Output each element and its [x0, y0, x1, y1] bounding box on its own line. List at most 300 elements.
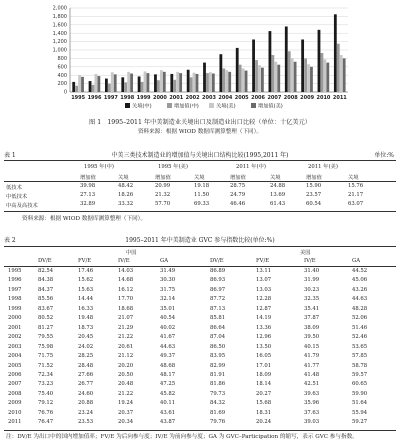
table2-cell: 71.75	[38, 353, 54, 360]
table2-cell: 20.50	[118, 371, 134, 378]
table1-subheader: 增加值	[306, 175, 322, 181]
table2-cell: 41.48	[304, 371, 320, 378]
table2-year: 2008	[8, 390, 22, 397]
table2-cell: 84.38	[38, 277, 54, 284]
bar	[206, 73, 209, 92]
table2-header: DV/E	[38, 258, 52, 264]
x-tick-label: 1999	[136, 95, 151, 101]
table2-cell: 37.87	[304, 315, 320, 322]
table2-cell: 49.37	[160, 353, 176, 360]
table2-cell: 20.37	[118, 409, 134, 416]
table1-cell: 23.57	[306, 192, 322, 198]
bar	[337, 44, 340, 92]
bar	[343, 58, 346, 92]
table1-unit: 单位:%	[374, 152, 394, 159]
table2-cell: 44.52	[352, 268, 368, 274]
table2-cell: 26.77	[78, 381, 94, 388]
table2-cell: 43.87	[160, 419, 176, 426]
x-tick-label: 2010	[316, 95, 331, 101]
table2-year: 2006	[8, 371, 22, 378]
table2-cell: 45.82	[160, 390, 176, 397]
table2-cell: 40.15	[304, 343, 320, 350]
table2-year: 2004	[8, 353, 22, 360]
table2-cell: 71.52	[38, 362, 54, 369]
bar	[242, 68, 245, 92]
bar	[75, 86, 78, 92]
y-tick-label: 400	[57, 72, 67, 79]
figure-caption: 图 1 1995–2011 年中美制造业关境出口及制造业出口比较（单位：十亿美元）	[89, 119, 311, 126]
table2-cell: 82.54	[38, 268, 54, 274]
legend-label: 增加值(中)	[174, 103, 199, 110]
bar	[95, 74, 98, 92]
bar	[271, 55, 274, 92]
table2-header: GA	[160, 258, 169, 264]
table2-cell: 31.75	[160, 286, 176, 293]
bar	[111, 72, 114, 92]
table1-group-header: 2011 年(美)	[308, 164, 338, 170]
table2-cell: 73.23	[38, 381, 54, 388]
table2-cell: 86.64	[210, 324, 226, 331]
x-tick-label: 1998	[120, 95, 135, 101]
table1-cell: 11.50	[194, 192, 210, 198]
x-tick-label: 2011	[332, 95, 347, 101]
table2-cell: 15.62	[78, 277, 94, 284]
bar	[294, 62, 297, 92]
table2-year: 2010	[8, 409, 22, 416]
table1-cell: 33.32	[118, 201, 134, 207]
bar	[222, 68, 225, 92]
table1-cell: 48.42	[118, 183, 134, 189]
table2-cell: 51.46	[352, 324, 368, 331]
table2-cell: 21.12	[118, 353, 134, 360]
bar	[176, 72, 179, 92]
table2-cell: 35.41	[304, 305, 320, 312]
table1-cell: 19.18	[194, 183, 210, 189]
y-tick-label: 1,200	[52, 39, 67, 46]
legend-label: 关境(中)	[132, 103, 152, 110]
table2-year: 2011	[8, 419, 22, 426]
table1-subheader: 增加值	[80, 175, 96, 181]
bar	[239, 65, 242, 92]
y-tick-label: 600	[57, 64, 67, 71]
table2-cell: 79.76	[210, 419, 226, 426]
table2-cell: 59.57	[352, 371, 368, 378]
table2-cell: 76.76	[38, 409, 54, 416]
table2-cell: 41.67	[160, 334, 176, 341]
bar	[340, 55, 343, 92]
table2-cell: 13.36	[256, 324, 272, 331]
table2-year: 2007	[8, 381, 22, 388]
table1-cell: 21.32	[155, 192, 171, 198]
bar	[255, 60, 258, 92]
table1-cell: 39.98	[80, 183, 96, 189]
table1-group-header: 2011 年(中)	[236, 164, 266, 170]
y-tick-label: 1,400	[52, 30, 67, 37]
x-tick-label: 1997	[103, 95, 118, 101]
table2-cell: 13.03	[256, 286, 272, 293]
table1-cell: 46.46	[230, 201, 246, 207]
table2-cell: 27.66	[78, 371, 94, 378]
bar	[228, 72, 231, 92]
table2-cell: 51.64	[352, 400, 368, 407]
table2-cell: 81.27	[38, 324, 54, 331]
table1-top-rule	[4, 160, 396, 161]
table2-cell: 12.87	[256, 305, 272, 312]
bar	[114, 74, 117, 92]
table1-cell: 18.26	[118, 192, 134, 198]
table2-year: 1996	[8, 277, 22, 284]
table2-group-us: 美国	[300, 250, 311, 256]
table2-cell: 14.03	[118, 268, 134, 274]
table2-cell: 15.68	[256, 400, 272, 407]
table2-cell: 87.13	[210, 305, 226, 312]
table1-subheader: 增加值	[155, 175, 171, 181]
table1-cell: 24.88	[270, 183, 286, 189]
table2-cell: 48.17	[160, 371, 176, 378]
table2-cell: 23.24	[78, 409, 94, 416]
table2-cell: 85.56	[38, 296, 54, 303]
table2-cell: 81.91	[210, 371, 226, 378]
table1-cell: 27.13	[80, 192, 96, 198]
table2-cell: 18.14	[256, 381, 272, 388]
table2-cell: 20.24	[256, 419, 272, 426]
table2-year: 1999	[8, 305, 22, 312]
table1-cell: 63.07	[348, 201, 364, 207]
bar	[193, 73, 196, 92]
x-tick-label: 2008	[283, 95, 298, 101]
table2-cell: 20.45	[78, 334, 94, 341]
y-tick-label: 1,000	[52, 47, 67, 54]
table2-header: FV/E	[256, 258, 270, 264]
table2-group-china: 中国	[126, 250, 137, 256]
table2-title: 1995–2011 年中美制造业 GVC 参与指数比较(单位:%)	[125, 237, 275, 244]
table1-subheader: 关境	[348, 175, 359, 181]
table2-cell: 79.12	[38, 400, 54, 407]
table2-cell: 20.34	[118, 419, 134, 426]
bar	[154, 74, 157, 92]
table2-cell: 31.99	[304, 277, 320, 284]
table2-cell: 28.48	[78, 362, 94, 369]
legend-swatch	[209, 103, 214, 108]
table2-cell: 45.06	[352, 277, 368, 284]
bar	[72, 82, 75, 92]
table2-cell: 39.50	[304, 334, 320, 341]
legend-label: 关境(美)	[216, 103, 236, 110]
table1-subheader: 关境	[270, 175, 281, 181]
bar	[124, 82, 127, 92]
table2-header-rule	[4, 266, 396, 267]
table2-year: 2001	[8, 324, 22, 331]
x-tick-label: 1996	[87, 95, 102, 101]
table1-cell: 21.17	[348, 192, 364, 198]
table2-year: 2005	[8, 362, 22, 369]
bar	[78, 75, 81, 92]
table1-title: 中美三类技术制造业的增加值与关境出口结构比较(1995,2011 年)	[111, 152, 289, 159]
table2-cell: 31.49	[160, 268, 176, 274]
table2-cell: 20.61	[118, 343, 134, 350]
table2-cell: 16.05	[256, 353, 272, 360]
table1-row-label: 低技术	[6, 185, 22, 191]
legend-label: 增加值(美)	[258, 103, 283, 110]
table2-cell: 79.73	[210, 390, 226, 397]
table2-cell: 13.50	[256, 343, 272, 350]
table2-cell: 84.37	[38, 286, 54, 293]
bar	[291, 58, 294, 92]
table2-cell: 83.67	[38, 305, 54, 312]
table2-cell: 57.85	[352, 353, 368, 360]
table1-group-header: 1995 年(美)	[158, 164, 188, 170]
bar	[144, 71, 147, 92]
table1-row-label: 中低技术	[6, 194, 28, 200]
bar	[307, 64, 310, 92]
table2-cell: 72.34	[38, 371, 54, 378]
table2-cell: 14.19	[256, 315, 272, 322]
table1-subheader: 关境	[118, 175, 129, 181]
table2-cell: 13.07	[256, 277, 272, 284]
table2-label: 表 2	[4, 237, 16, 244]
table2-cell: 32.35	[304, 296, 320, 303]
table1-subheader: 增加值	[230, 175, 246, 181]
table2-cell: 20.88	[78, 400, 94, 407]
bar	[261, 68, 264, 92]
table2-cell: 44.63	[160, 343, 176, 350]
export-comparison-chart	[0, 0, 400, 120]
table2-cell: 39.63	[304, 390, 320, 397]
bar	[285, 26, 288, 92]
table2-year: 2009	[8, 400, 22, 407]
table2-cell: 59.27	[352, 419, 368, 426]
bar	[187, 70, 190, 92]
bar	[288, 51, 291, 92]
table1-cell: 15.90	[306, 183, 322, 189]
table2-header: IV/E	[304, 258, 316, 264]
table2-header: IV/E	[118, 258, 130, 264]
table2-cell: 17.46	[78, 268, 94, 274]
table1-cell: 60.54	[306, 201, 322, 207]
bar	[196, 74, 199, 92]
table1-cell: 24.79	[230, 192, 246, 198]
x-tick-label: 2005	[234, 95, 249, 101]
table2-cell: 28.25	[78, 353, 94, 360]
table2-cell: 81.69	[210, 409, 226, 416]
bar	[219, 54, 222, 92]
table2-cell: 41.77	[304, 362, 320, 369]
table2-cell: 82.99	[210, 362, 226, 369]
bar	[190, 77, 193, 92]
bar	[277, 65, 280, 92]
bar	[326, 63, 329, 92]
x-tick-label: 2006	[251, 95, 266, 101]
y-tick-label: 800	[57, 56, 67, 62]
table2-cell: 48.28	[352, 305, 368, 312]
bar	[203, 63, 206, 92]
bar	[310, 67, 313, 92]
table2-cell: 31.40	[304, 268, 320, 274]
table2-cell: 21.22	[118, 390, 134, 397]
bar	[89, 81, 92, 92]
table2-cell: 40.11	[160, 400, 176, 407]
table2-cell: 44.63	[352, 296, 368, 303]
bar	[301, 40, 304, 93]
y-tick-label: 0	[63, 89, 67, 96]
bar	[258, 65, 261, 92]
x-tick-label: 2001	[169, 95, 184, 101]
table2-cell: 38.09	[304, 324, 320, 331]
table2-cell: 52.46	[352, 334, 368, 341]
table2-cell: 37.63	[304, 409, 320, 416]
table2-cell: 59.90	[352, 390, 368, 397]
x-tick-label: 2007	[267, 95, 282, 101]
table2-cell: 19.24	[118, 400, 134, 407]
table1-row-label: 中高及高技术	[6, 203, 38, 209]
table2-cell: 14.44	[78, 296, 94, 303]
bar	[130, 74, 133, 92]
y-tick-label: 1,600	[52, 22, 67, 29]
table2-cell: 12.96	[256, 334, 272, 341]
table2-year: 1998	[8, 296, 22, 303]
bar	[225, 70, 228, 92]
table2-cell: 13.11	[256, 268, 272, 274]
figure-source: 资料来源：根据 WIOD 数据库测算整理（下同）。	[137, 129, 263, 135]
table2-cell: 20.48	[118, 381, 134, 388]
bar	[252, 40, 255, 93]
y-tick-label: 200	[57, 81, 67, 88]
table2-cell: 30.23	[304, 286, 320, 293]
table2-cell: 24.60	[78, 390, 94, 397]
y-tick-label: 2,000	[52, 5, 67, 12]
table2-cell: 58.78	[352, 362, 368, 369]
legend-swatch	[251, 103, 256, 108]
table2-cell: 42.51	[304, 381, 320, 388]
table2-cell: 21.29	[118, 324, 134, 331]
table2-cell: 52.06	[352, 315, 368, 322]
table2-cell: 16.12	[118, 286, 134, 293]
bar	[274, 62, 277, 92]
table2-cell: 41.79	[304, 353, 320, 360]
table2-cell: 32.14	[160, 296, 176, 303]
table2-cell: 48.68	[160, 362, 176, 369]
table1-cell: 32.89	[80, 201, 96, 207]
table2-top-rule	[4, 246, 396, 247]
bar	[334, 14, 337, 92]
bar	[212, 74, 215, 92]
table2-cell: 15.63	[78, 286, 94, 293]
table1-label: 表 1	[4, 152, 16, 159]
bar	[127, 72, 130, 92]
table2-cell: 47.25	[160, 381, 176, 388]
table2-header: DV/E	[210, 258, 224, 264]
table2-cell: 86.93	[210, 277, 226, 284]
table2-cell: 35.01	[160, 305, 176, 312]
table2-header: GA	[352, 258, 361, 264]
bar	[170, 74, 173, 92]
bar	[138, 76, 141, 92]
bar	[92, 85, 95, 92]
bar	[97, 76, 100, 92]
table2-cell: 30.30	[160, 277, 176, 284]
bar	[105, 79, 108, 92]
x-tick-label: 2002	[185, 95, 200, 101]
table2-cell: 12.28	[256, 296, 272, 303]
bar	[179, 73, 182, 92]
table2-cell: 14.68	[118, 277, 134, 284]
legend-swatch	[167, 103, 172, 108]
table2-cell: 17.01	[256, 362, 272, 369]
table2-year: 1995	[8, 268, 22, 274]
table2-cell: 75.98	[38, 343, 54, 350]
table2-cell: 40.54	[160, 315, 176, 322]
table2-cell: 43.26	[352, 286, 368, 293]
table2-cell: 87.04	[210, 334, 226, 341]
bar	[236, 48, 239, 92]
table2-cell: 23.53	[78, 419, 94, 426]
table2-year: 2002	[8, 334, 22, 341]
table2-cell: 18.73	[78, 324, 94, 331]
bar	[209, 72, 212, 92]
bar	[108, 84, 111, 92]
table2-cell: 18.09	[256, 371, 272, 378]
table2-cell: 19.48	[78, 315, 94, 322]
table2-cell: 40.02	[160, 324, 176, 331]
table2-cell: 21.07	[118, 315, 134, 322]
table2-cell: 21.22	[118, 334, 134, 341]
bar	[304, 58, 307, 92]
table2-note: 注：DV/E 为出口中的国内增加值率；FV/E 为后向参与度；IV/E 为前向参与度；GA 为 GVC–Participation 的缩写，表示 GVC 参与指数。	[6, 434, 358, 440]
table1-cell: 15.76	[348, 183, 364, 189]
table2-cell: 86.50	[210, 343, 226, 350]
table1-cell: 69.33	[194, 201, 210, 207]
table2-cell: 83.95	[210, 353, 226, 360]
table2-cell: 16.33	[78, 305, 94, 312]
bar	[323, 59, 326, 92]
bar	[245, 71, 248, 92]
table1-group-header: 1995 年(中)	[84, 164, 114, 170]
table1-cell: 13.69	[270, 192, 286, 198]
table1-bottom-rule	[4, 211, 396, 212]
table2-cell: 55.94	[352, 409, 368, 416]
table2-cell: 39.03	[304, 419, 320, 426]
bar	[160, 70, 163, 92]
legend-swatch	[125, 103, 130, 108]
table2-cell: 76.47	[38, 419, 54, 426]
table2-cell: 84.32	[210, 400, 226, 407]
table2-cell: 60.65	[352, 381, 368, 388]
table1-mid-rule	[4, 181, 396, 182]
bar	[121, 77, 124, 92]
bar	[81, 77, 84, 92]
bar	[173, 80, 176, 92]
table2-cell: 20.27	[256, 390, 272, 397]
x-tick-label: 2004	[218, 95, 233, 101]
x-tick-label: 2003	[202, 95, 216, 101]
table1-cell: 61.43	[270, 201, 286, 207]
table2-cell: 35.96	[304, 400, 320, 407]
bar	[269, 31, 272, 92]
table2-cell: 85.81	[210, 315, 226, 322]
bar	[321, 53, 324, 92]
table2-header: FV/E	[78, 258, 92, 264]
table2-year: 2003	[8, 343, 22, 350]
table2-year: 1997	[8, 286, 22, 293]
table1-subheader: 关境	[194, 175, 205, 181]
table2-cell: 81.86	[210, 381, 226, 388]
table2-year: 2000	[8, 315, 22, 322]
table1-cell: 28.75	[230, 183, 246, 189]
table2-cell: 17.70	[118, 296, 134, 303]
bar	[318, 30, 321, 92]
table2-cell: 53.65	[352, 343, 368, 350]
table2-cell: 24.02	[78, 343, 94, 350]
